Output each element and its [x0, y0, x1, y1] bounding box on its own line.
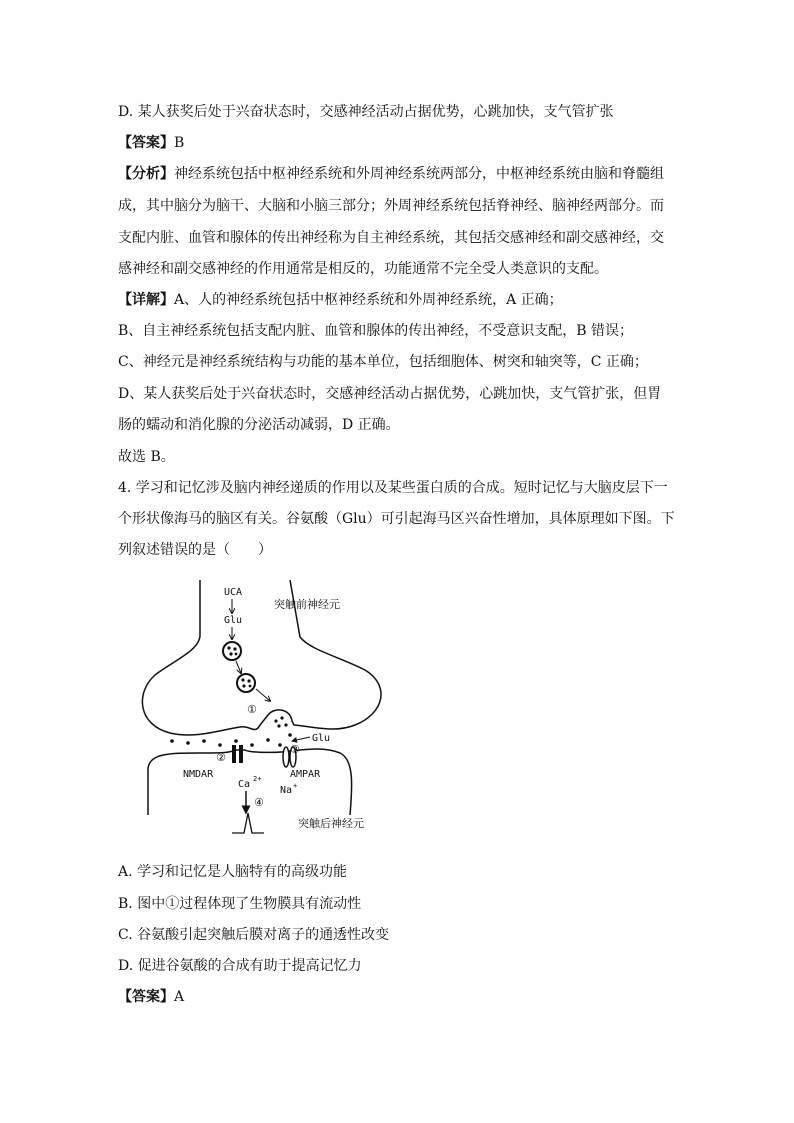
uca-label: UCA — [224, 587, 243, 598]
nmdar-label: NMDAR — [183, 769, 214, 780]
question-4-line-1: 4. 学习和记忆涉及脑内神经递质的作用以及某些蛋白质的合成。短时记忆与大脑皮层下一 — [118, 480, 668, 496]
answer-previous — [118, 133, 184, 153]
presynaptic-label: 突触前神经元 — [274, 598, 340, 611]
nmdar-receptor — [232, 745, 243, 763]
presynaptic-membrane — [142, 580, 381, 735]
analysis-line-3: 支配内脏、血管和腺体的传出神经称为自主神经系统，其包括交感神经和副交感神经，交 — [118, 230, 664, 246]
detail-line-1 — [118, 290, 563, 310]
detail-line-4: D、某人获奖后处于兴奋状态时，交感神经活动占据优势，心跳加快，支气管扩张，但胃 — [118, 386, 662, 402]
glu-top-label: Glu — [224, 615, 243, 626]
calcium-label: Ca — [238, 779, 251, 790]
answer-value: B — [174, 135, 185, 151]
postsynaptic-label: 突触后神经元 — [298, 817, 364, 830]
ampar-label: AMPAR — [290, 769, 321, 780]
analysis-line-1 — [118, 164, 664, 184]
step-1-label: ① — [247, 703, 257, 716]
synapse-diagram — [140, 575, 400, 845]
option-c: C. 谷氨酸引起突触后膜对离子的通透性改变 — [118, 927, 390, 943]
step-4-label: ④ — [254, 796, 264, 809]
answer-value-2: A — [174, 989, 185, 1005]
detail-line-3: C、神经元是神经系统结构与功能的基本单位，包括细胞体、树突和轴突等，C 正确； — [118, 354, 648, 370]
calcium-charge: 2+ — [253, 775, 262, 783]
detail-tag: 【详解】 — [118, 292, 174, 308]
vesicle-2 — [237, 674, 255, 692]
option-b: B. 图中①过程体现了生物膜具有流动性 — [118, 896, 362, 912]
analysis-line-4: 感神经和副交感神经的作用通常是相反的，功能通常不完全受人类意识的支配。 — [118, 261, 608, 277]
analysis-text: 神经系统包括中枢神经系统和外周神经系统两部分，中枢神经系统由脑和脊髓组 — [174, 166, 664, 182]
detail-line-2: B、自主神经系统包括支配内脏、血管和腺体的传出神经，不受意识支配，B 错误； — [118, 323, 634, 339]
choose-line: 故选 B。 — [118, 449, 175, 465]
action-potential-icon — [232, 813, 264, 833]
step-2-label: ② — [216, 751, 226, 764]
answer-line — [118, 987, 184, 1007]
answer-tag: 【答案】 — [118, 135, 174, 151]
answer-tag-2: 【答案】 — [118, 989, 174, 1005]
glu-right-label: Glu — [312, 733, 331, 744]
analysis-tag: 【分析】 — [118, 166, 174, 182]
question-4-line-2: 个形状像海马的脑区有关。谷氨酸（Glu）可引起海马区兴奋性增加，具体原理如下图。下 — [118, 511, 675, 527]
sodium-label: Na — [280, 785, 293, 796]
detail-line-5: 肠的蠕动和消化腺的分泌活动减弱，D 正确。 — [118, 417, 400, 433]
option-d-previous: D. 某人获奖后处于兴奋状态时，交感神经活动占据优势，心跳加快，支气管扩张 — [118, 104, 614, 120]
step-3-label: ③ — [290, 743, 300, 756]
option-d: D. 促进谷氨酸的合成有助于提高记忆力 — [118, 958, 362, 974]
sodium-charge: + — [293, 782, 298, 790]
analysis-line-2: 成，其中脑分为脑干、大脑和小脑三部分；外周神经系统包括脊神经、脑神经两部分。而 — [118, 198, 664, 214]
question-4-line-3: 列叙述错误的是（ ） — [118, 542, 272, 558]
detail-text: A、人的神经系统包括中枢神经系统和外周神经系统，A 正确； — [174, 292, 563, 308]
option-a: A. 学习和记忆是人脑特有的高级功能 — [118, 864, 348, 880]
vesicle-1 — [223, 642, 241, 660]
